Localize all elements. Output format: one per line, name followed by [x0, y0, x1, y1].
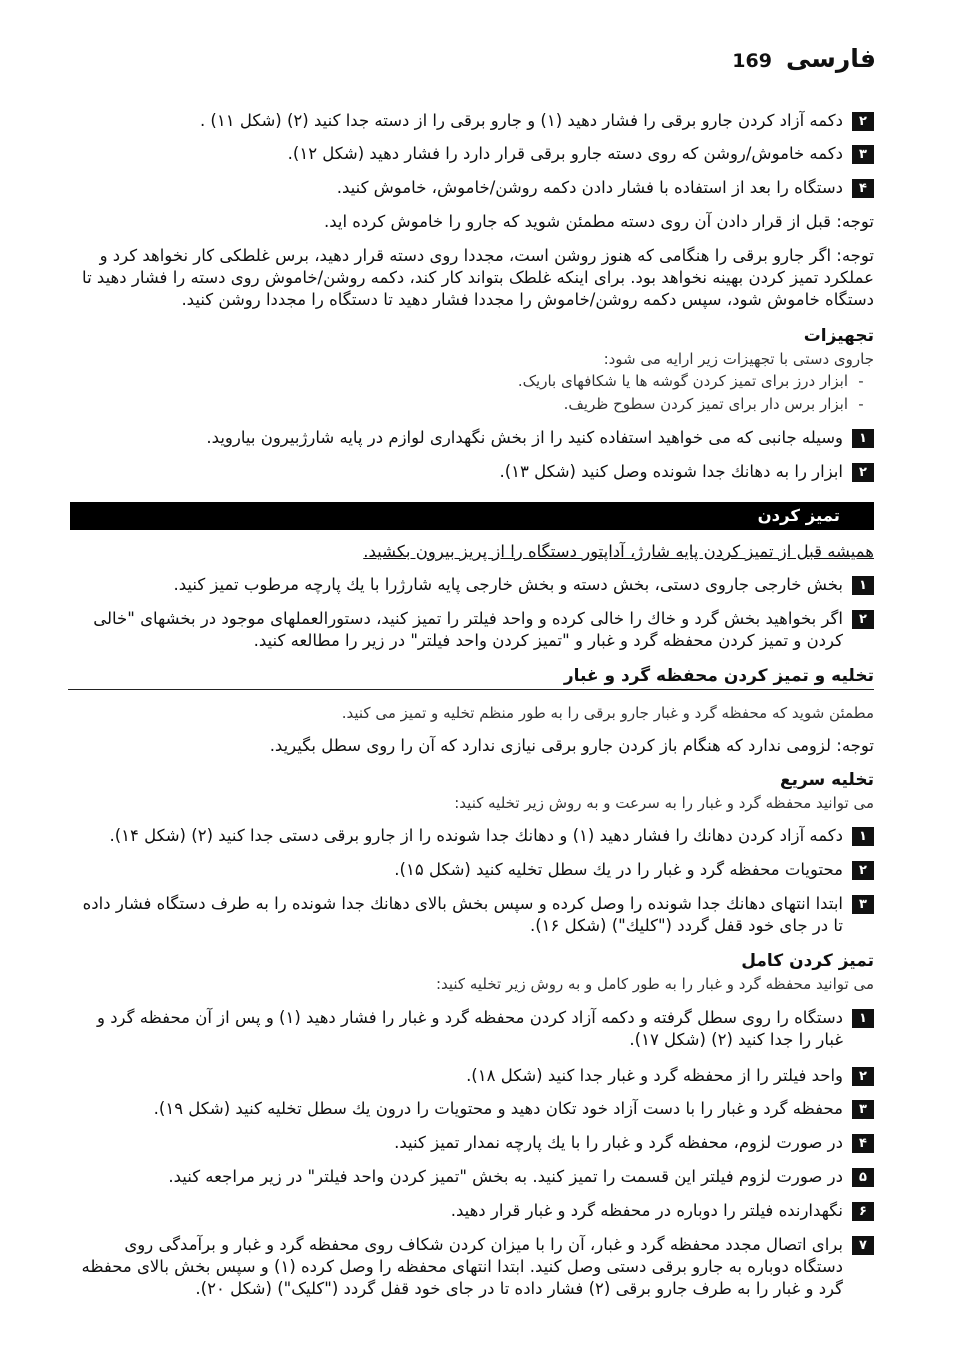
intro-step-3 — [84, 143, 874, 165]
accessories-bullet-1: - ابزار درز برای تمیز کردن گوشه ها یا شکافهای باریک. — [517, 372, 864, 390]
quick-intro: می توانید محفظه گرد و غبار را به سرعت و به روش زیر تخلیه کنید: — [454, 794, 874, 812]
accessories-bullet-2: - ابزار برس دار برای تمیز کردن سطوح ظریف. — [563, 395, 864, 413]
step-number: ۱ — [852, 827, 874, 846]
accessories-heading: تجهیزات — [803, 326, 874, 346]
note-brush-roll: توجه: اگر جارو برقی را هنگامی که هنوز روشن است، مجددا روی دسته قرار دهید، برس غلطکی کار نخواهد کرد و عملکرد تمیز کردن بهینه نخواهد بود. برای اینکه غلطک بتواند کار کند، دکمه روشن/خاموش روی دسته را فشار دهید تا دستگاه خاموش شود، سپس دکمه روشن/خاموش را مجددا فشار دهید تا دستگاه را مجددا روشن کنید. — [82, 246, 874, 309]
full-step-3 — [84, 1098, 874, 1120]
step-text: واحد فیلتر را از محفظه گرد و غبار جدا کنید (شکل ۱۸). — [466, 1066, 843, 1085]
step-number: ۴ — [852, 1134, 874, 1153]
intro-step-4 — [84, 177, 874, 199]
step-number: ۳ — [852, 895, 874, 914]
step-number: ۲ — [852, 610, 874, 629]
section-bar-cleaning: تمیز کردن — [70, 502, 874, 530]
full-heading: تمیز کردن کامل — [741, 951, 874, 971]
accessories-step-1 — [84, 427, 874, 449]
step-text: دكمه آزاد كردن دهانك را فشار دهيد (۱) و دهانك جدا شونده را از جارو برقى دستى جدا كنيد (۲) (شكل ۱۴). — [109, 826, 843, 845]
step-number: ۳ — [852, 1100, 874, 1119]
emptying-sub: مطمئن شوید که محفظه گرد و غبار جارو برقی را به طور منظم تخلیه و تمیز می کنید. — [341, 704, 874, 722]
step-text: اگر بخواهید بخش گرد و خاك را خالی كرده و واحد فیلتر را تمیز كنید، دستورالعملهای موجود در بخشهای "خالی کردن و تمیز کردن محفظه گرد و غبار و "تمیز کردن واحد فیلتر" در زیر را مطالعه كنید. — [93, 609, 843, 650]
full-step-5 — [84, 1166, 874, 1188]
emptying-note: توجه: لزومی ندارد که هنگام باز کردن جارو برقی نیازی ندارد که آن را روی سطل بگیرید. — [269, 736, 874, 755]
step-text: دکمه خاموش/روشن که روی دسته جارو برقی قرار دارد را فشار دهید (شکل ۱۲). — [287, 144, 843, 163]
step-text: وسیله جانبی که می خواهید استفاده کنید را از بخش نگهداری لوازم در پایه شارژبیرون بیاروید. — [206, 428, 843, 447]
accessories-intro: جاروی دستی با تجهیزات زیر ارایه می شود: — [603, 350, 874, 368]
step-text: برای اتصال مجدد محفظه گرد و غبار، آن را با میزان کردن شکاف روی محفظه گرد و غبار و برآمدگی روی دستگاه دوباره به جارو برقی دستی وصل کنید. ابتدا انتهای محفظه را وصل کرده (۱) و سپس بخش بالای محفظه گرد و غبار را به طرف جارو برقی (۲) فشار داده تا در جای خود قفل گردد ("کلیک") (شکل ۲۰). — [81, 1235, 843, 1298]
step-number: ۲ — [852, 112, 874, 131]
bullet-text: ابزار درز برای تمیز کردن گوشه ها یا شکافهای باریک. — [517, 372, 848, 390]
full-step-4 — [84, 1132, 874, 1154]
step-number: ۱ — [852, 576, 874, 595]
section-divider — [68, 689, 874, 690]
intro-step-2 — [84, 110, 874, 132]
step-number: ۶ — [852, 1202, 874, 1221]
quick-step-2 — [84, 859, 874, 881]
step-text: در صورت لزوم فیلتر این قسمت را تمیز کنید. به بخش "تمیز کردن واحد فیلتر" در زیر مراجعه کنید. — [168, 1167, 843, 1186]
cleaning-warning: همیشه قبل از تمیز کردن پایه شارژ، آداپتور دستگاه را از پریز بیرون بکشید. — [363, 542, 874, 561]
cleaning-step-1 — [84, 574, 874, 596]
step-number: ۲ — [852, 463, 874, 482]
full-step-1 — [74, 1007, 874, 1051]
step-number: ۳ — [852, 145, 874, 164]
step-text: دستگاه را بعد از استفاده با فشار دادن دکمه روشن/خاموش، خاموش کنید. — [336, 178, 843, 197]
step-text: ابتدا انتهای دهانك جدا شونده را وصل كرده و سپس بخش بالای دهانك جدا شونده را به طرف دستگاه فشار داده تا در جای خود قفل گردد ("کلیك") (شكل ۱۶). — [82, 894, 843, 935]
full-intro: می توانید محفظه گرد و غبار را به طور کامل و به روش زیر تخلیه کنید: — [435, 975, 874, 993]
page-header — [732, 44, 876, 73]
step-text: بخش خارجی جاروی دستی، بخش دسته و بخش خارجی پایه شارژرا با یك پارچه مرطوب تمیز کنید. — [173, 575, 843, 594]
bullet-text: ابزار برس دار برای تمیز کردن سطوح ظریف. — [563, 395, 848, 413]
step-number: ۲ — [852, 861, 874, 880]
step-text: نگهدارنده فیلتر را دوباره در محفظه گرد و غبار قرار دهید. — [450, 1201, 843, 1220]
step-number: ۱ — [852, 429, 874, 448]
step-text: دستگاه را روی سطل گرفته و دکمه آزاد کردن محفظه گرد و غبار را فشار دهید (۱) و پس از آن محفظه گرد و غبار را جدا کنید (۲) (شکل ۱۷). — [97, 1008, 843, 1049]
full-step-2 — [84, 1065, 874, 1087]
step-number: ۴ — [852, 179, 874, 198]
step-text: دکمه آزاد کردن جارو برقی را فشار دهید (۱) و جارو برقی را از دسته جدا کنید (۲) (شکل ۱۱) . — [199, 111, 843, 130]
step-text: ابزار را به دهانك جدا شونده وصل كنيد (شكل ۱۳). — [499, 462, 843, 481]
quick-step-1 — [84, 825, 874, 847]
step-number: ۷ — [852, 1236, 874, 1255]
step-number: ۵ — [852, 1168, 874, 1187]
step-text: محفظه گرد و غبار را با دست آزاد خود تكان دهيد و محتويات را درون يك سطل تخليه كنيد (شكل ۱۹). — [153, 1099, 843, 1118]
page-language-title: فارسی — [785, 44, 876, 73]
full-step-7 — [78, 1234, 874, 1300]
step-number: ۱ — [852, 1009, 874, 1028]
step-text: در صورت لزوم، محفظه گرد و غبار را با یك پارچه نمدار تمیز کنید. — [394, 1133, 843, 1152]
step-number: ۲ — [852, 1067, 874, 1086]
accessories-step-2 — [84, 461, 874, 483]
page-number: 169 — [732, 50, 772, 72]
quick-step-3 — [74, 893, 874, 937]
full-step-6 — [84, 1200, 874, 1222]
emptying-heading: تخلیه و تمیز کردن محفظه گرد و غبار — [563, 666, 874, 686]
quick-heading: تخلیه سریع — [779, 770, 874, 790]
step-text: محتویات محفظه گرد و غبار را در یك سطل تخلیه كنید (شكل ۱۵). — [394, 860, 843, 879]
cleaning-step-2 — [74, 608, 874, 652]
note-switch-off: توجه: قبل از قرار دادن آن روی دسته مطمئن شوید که جارو را خاموش کرده اید. — [323, 212, 874, 231]
